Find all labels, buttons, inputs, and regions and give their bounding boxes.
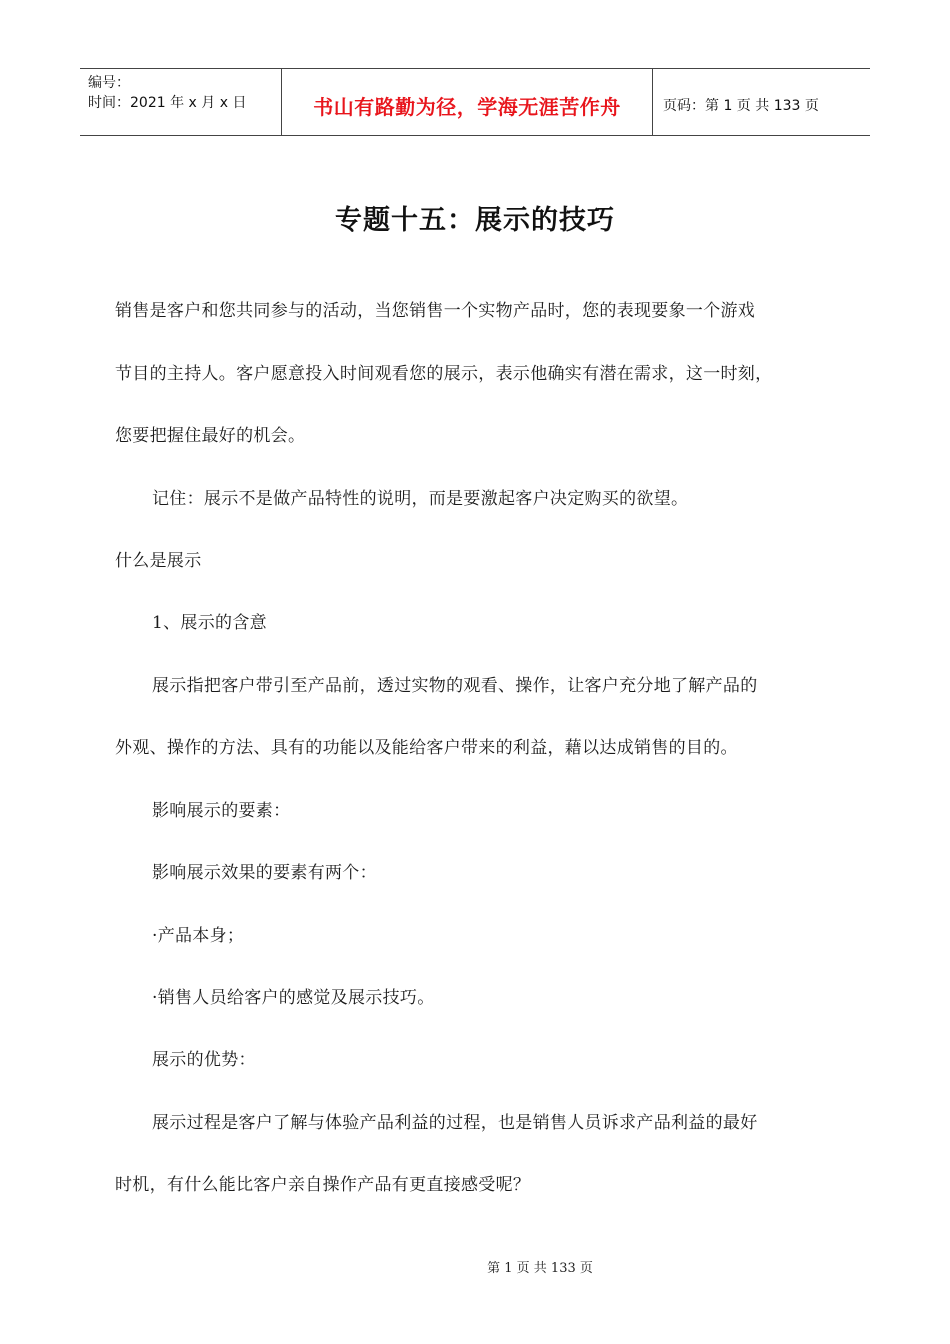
body-line: 销售是客户和您共同参与的活动，当您销售一个实物产品时，您的表现要象一个游戏: [115, 301, 756, 321]
bullet-item: ·产品本身；: [152, 926, 245, 946]
header-table: [80, 68, 870, 136]
page-info: 页码：第 1 页 共 133 页: [663, 98, 819, 114]
body-line: 您要把握住最好的机会。: [115, 426, 306, 446]
body-line: 外观、操作的方法、具有的功能以及能给客户带来的利益，藉以达成销售的目的。: [115, 738, 738, 758]
body-line: 时机，有什么能比客户亲自操作产品有更直接感受呢？: [115, 1175, 531, 1195]
motto-text: 书山有路勤为径，学海无涯苦作舟: [313, 94, 621, 119]
header-left-cell: [80, 69, 281, 135]
page-footer: [0, 1257, 950, 1276]
footer-page-text: 第 1 页 共 133 页: [487, 1261, 593, 1276]
body-line: 影响展示效果的要素有两个：: [152, 863, 377, 883]
document-title: 专题十五：展示的技巧: [335, 205, 615, 236]
bullet-item: ·销售人员给客户的感觉及展示技巧。: [152, 988, 435, 1008]
subsection-heading: 1、展示的含意: [152, 613, 267, 633]
header-motto-cell: [281, 69, 653, 135]
body-line: 展示的优势：: [152, 1050, 256, 1070]
body-line: 展示过程是客户了解与体验产品利益的过程，也是销售人员诉求产品利益的最好: [152, 1113, 758, 1133]
number-label: 编号：: [88, 75, 130, 91]
body-line: 节目的主持人。客户愿意投入时间观看您的展示，表示他确实有潜在需求，这一时刻，: [115, 364, 773, 384]
body-line: 展示指把客户带引至产品前，透过实物的观看、操作，让客户充分地了解产品的: [152, 676, 758, 696]
time-label: 时间：2021 年 x 月 x 日: [88, 95, 247, 111]
body-line: 影响展示的要素：: [152, 801, 291, 821]
section-heading: 什么是展示: [115, 551, 202, 571]
body-line: 记住：展示不是做产品特性的说明，而是要激起客户决定购买的欲望。: [152, 489, 689, 509]
header-page-cell: [653, 69, 870, 135]
